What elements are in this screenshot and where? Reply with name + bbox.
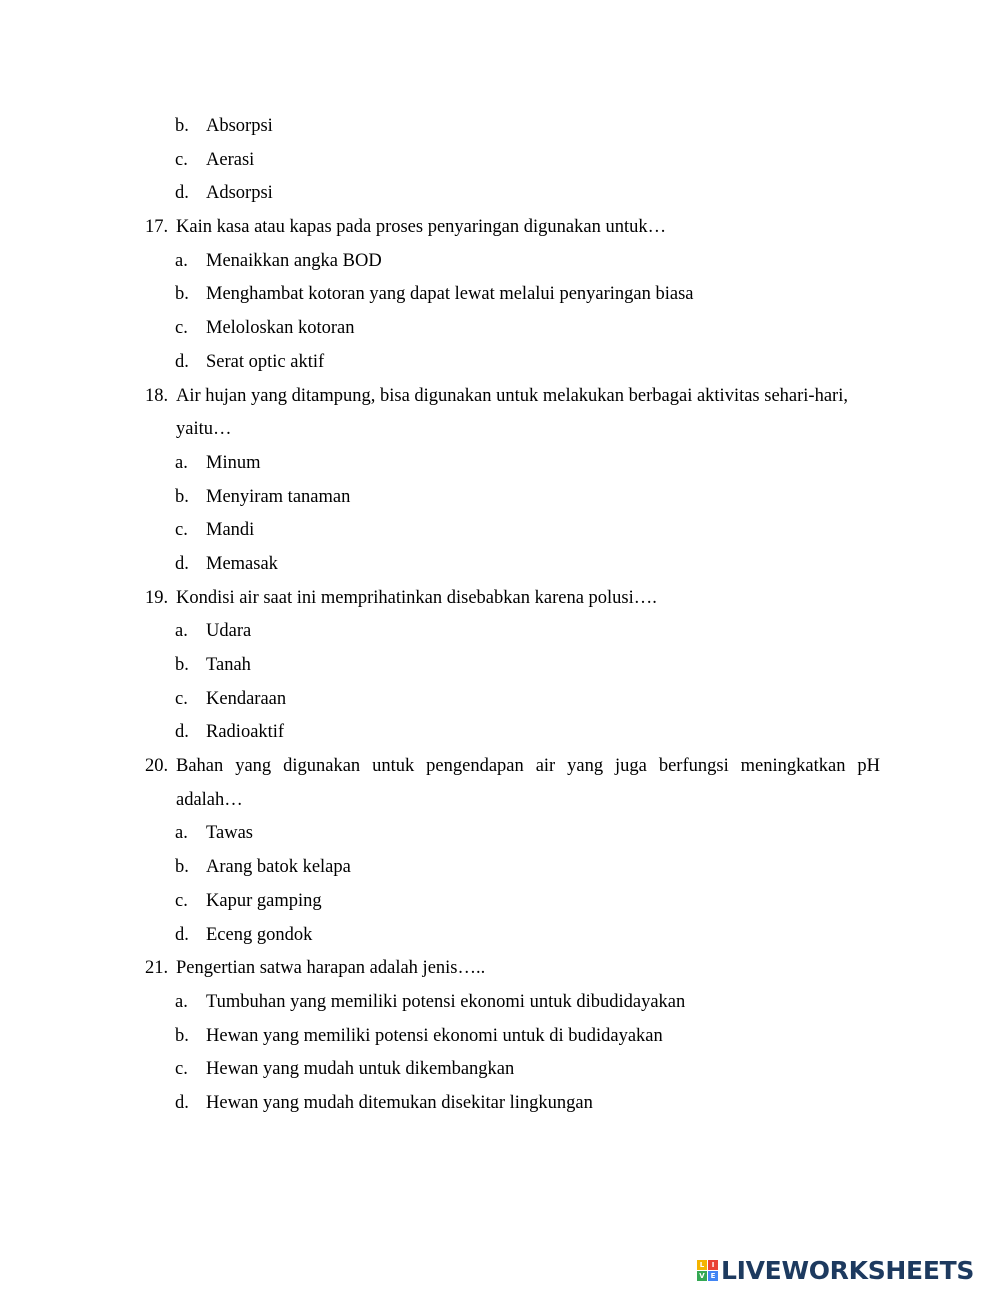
option-text: Menyiram tanaman [206,486,351,507]
question-number: 20. [145,756,169,777]
option-row[interactable] [0,1053,1000,1087]
option-row[interactable] [0,144,1000,178]
option-row[interactable] [0,1087,1000,1121]
option-letter: d. [175,553,189,574]
option-letter: b. [175,857,189,878]
option-row[interactable] [0,514,1000,548]
question-number: 21. [145,958,169,979]
option-row[interactable] [0,683,1000,717]
option-row[interactable] [0,851,1000,885]
option-letter: c. [175,890,188,911]
option-text: Minum [206,452,261,473]
option-letter: d. [175,183,189,204]
option-text: Eceng gondok [206,924,313,945]
option-letter: c. [175,520,188,541]
option-text: Hewan yang mudah untuk dikembangkan [206,1059,515,1080]
option-text: Serat optic aktif [206,351,325,372]
liveworksheets-logo [697,1255,974,1285]
question-text-continuation: adalah… [176,789,243,810]
option-letter: d. [175,722,189,743]
option-letter: b. [175,284,189,305]
option-text: Tanah [206,655,251,675]
option-row[interactable] [0,177,1000,211]
option-row[interactable] [0,548,1000,582]
option-row[interactable] [0,919,1000,953]
liveworksheets-mark-icon [697,1260,718,1281]
option-text: Menaikkan angka BOD [206,250,382,271]
option-text: Adsorpsi [206,183,273,204]
logo-mark-v: V [697,1271,707,1281]
option-row[interactable] [0,615,1000,649]
option-row[interactable] [0,716,1000,750]
question-21 [0,952,1000,986]
question-20 [0,750,1000,784]
option-text: Absorpsi [206,116,273,136]
question-continuation [0,413,1000,447]
question-number: 17. [145,217,169,238]
question-number: 18. [145,385,169,406]
option-text: Kapur gamping [206,890,322,911]
question-17 [0,211,1000,245]
question-text: Kondisi air saat ini memprihatinkan disebabkan karena polusi…. [176,587,657,608]
option-letter: b. [175,1025,189,1046]
option-row[interactable] [0,1020,1000,1054]
option-letter: c. [175,318,188,339]
option-letter: d. [175,1092,189,1113]
option-row[interactable] [0,110,1000,144]
logo-text: LIVEWORKSHEETS [721,1255,975,1285]
option-letter: d. [175,924,189,945]
option-text: Hewan yang memiliki potensi ekonomi untuk di budidayakan [206,1025,663,1046]
option-row[interactable] [0,447,1000,481]
question-19 [0,582,1000,616]
question-number: 19. [145,587,169,608]
option-row[interactable] [0,481,1000,515]
option-text: Meloloskan kotoran [206,318,355,339]
question-text: Pengertian satwa harapan adalah jenis….. [176,958,486,979]
question-text: Kain kasa atau kapas pada proses penyaringan digunakan untuk… [176,217,667,238]
option-text: Arang batok kelapa [206,857,351,878]
question-text: Bahan yang digunakan untuk pengendapan air yang juga berfungsi meningkatkan pH [176,756,880,777]
question-18 [0,380,1000,414]
option-row[interactable] [0,245,1000,279]
option-row[interactable] [0,885,1000,919]
option-row[interactable] [0,278,1000,312]
option-text: Mandi [206,520,255,541]
question-continuation [0,784,1000,818]
option-text: Tawas [206,823,253,844]
option-letter: b. [175,486,189,507]
option-letter: b. [175,116,189,136]
option-letter: a. [175,823,188,844]
option-letter: b. [175,655,189,675]
option-row[interactable] [0,346,1000,380]
option-text: Kendaraan [206,688,287,709]
question-text-continuation: yaitu… [176,419,232,440]
option-text: Hewan yang mudah ditemukan disekitar lingkungan [206,1092,593,1113]
option-letter: a. [175,452,188,473]
option-text: Udara [206,621,252,642]
logo-mark-i: I [708,1260,718,1270]
option-text: Memasak [206,553,278,574]
option-text: Aerasi [206,149,255,170]
option-letter: c. [175,1059,188,1080]
option-row[interactable] [0,986,1000,1020]
option-text: Menghambat kotoran yang dapat lewat melalui penyaringan biasa [206,284,694,305]
option-letter: d. [175,351,189,372]
question-text: Air hujan yang ditampung, bisa digunakan untuk melakukan berbagai aktivitas sehari-hari, [176,385,848,406]
option-text: Radioaktif [206,722,285,743]
option-row[interactable] [0,649,1000,683]
logo-mark-e: E [708,1271,718,1281]
option-text: Tumbuhan yang memiliki potensi ekonomi untuk dibudidayakan [206,991,686,1012]
option-row[interactable] [0,312,1000,346]
option-letter: a. [175,621,188,642]
worksheet-page [0,110,1000,1121]
option-letter: c. [175,149,188,170]
option-letter: c. [175,688,188,709]
logo-mark-l: L [697,1260,707,1270]
option-letter: a. [175,991,188,1012]
option-letter: a. [175,250,188,271]
option-row[interactable] [0,817,1000,851]
